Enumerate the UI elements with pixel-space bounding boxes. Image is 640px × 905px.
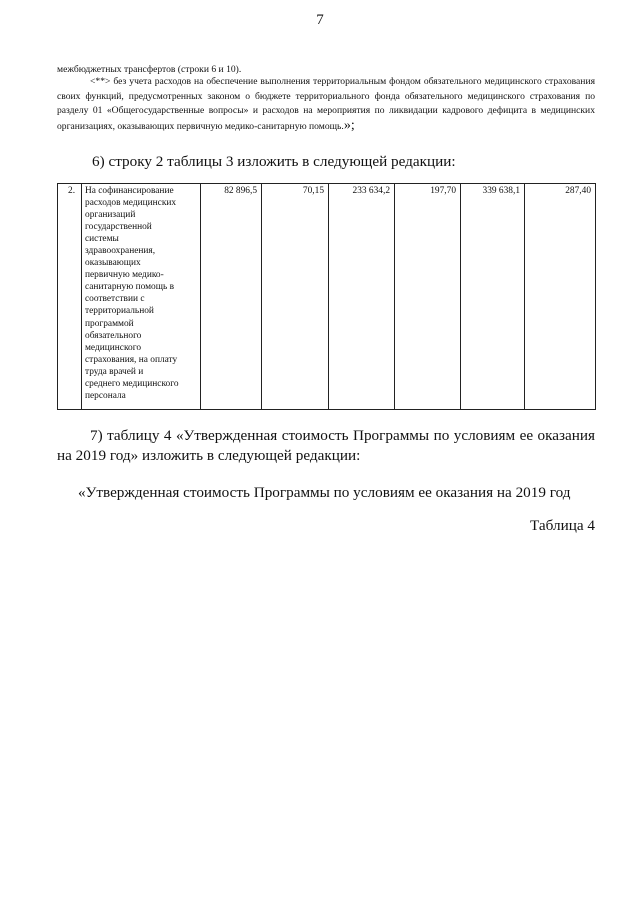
page-number: 7: [316, 12, 324, 28]
instruction-6: 6) строку 2 таблицы 3 изложить в следующей редакции:: [92, 153, 456, 170]
row-name-line: страхования, на оплату: [85, 354, 178, 365]
row-name-line: оказывающих: [85, 258, 141, 269]
footnote-body: <**> без учета расходов на обеспечение выполнения территориальным фондом обязательного медицинского страхования своих функций, предусмотренных законом о бюджете территориального фонда обязательного медицинского страхования по разделу 01 «Общегосударственные вопросы» и расходов на мероприятия по ликвидации кадрового дефицита в медицинских организациях, оказывающих первичную медико-санитарную помощь.: [57, 76, 595, 132]
row-name-lines: [85, 185, 197, 402]
value-cell-4: 197,70: [395, 184, 461, 410]
table-row: [58, 184, 596, 410]
footnote-continuation: межбюджетных трансфертов (строки 6 и 10).: [57, 64, 242, 75]
row-name-line: программой: [85, 318, 134, 329]
footnote-paragraph: [57, 75, 595, 134]
row-index-cell: 2.: [58, 184, 82, 410]
row-name-line: первичную медико-: [85, 270, 164, 281]
table-4-title: «Утвержденная стоимость Программы по условиям ее оказания на 2019 год: [78, 484, 571, 501]
table-3-row-2: [57, 183, 596, 410]
value-cell-3: 233 634,2: [329, 184, 395, 410]
row-name-line: территориальной: [85, 306, 154, 317]
row-name-line: соответствии с: [85, 294, 145, 305]
footnote-closing-quote: »;: [343, 117, 355, 133]
row-name-line: здравоохранения,: [85, 246, 156, 257]
row-name-line: персонала: [85, 390, 126, 401]
row-name-line: организаций: [85, 210, 136, 221]
value-cell-1: 82 896,5: [201, 184, 262, 410]
row-name-line: государственной: [85, 222, 152, 233]
row-name-line: системы: [85, 234, 119, 245]
table-4-label: Таблица 4: [530, 517, 595, 534]
instruction-7: 7) таблицу 4 «Утвержденная стоимость Программы по условиям ее оказания на 2019 год» изложить в следующей редакции:: [57, 427, 595, 464]
value-cell-2: 70,15: [262, 184, 329, 410]
row-name-cell: [82, 184, 201, 410]
row-name-line: На софинансирование: [85, 186, 174, 196]
row-name-line: расходов медицинских: [85, 198, 177, 209]
value-cell-6: 287,40: [525, 184, 596, 410]
row-name-line: обязательного: [85, 330, 142, 341]
row-name-line: среднего медицинского: [85, 378, 179, 389]
value-cell-5: 339 638,1: [461, 184, 525, 410]
row-name-line: труда врачей и: [85, 366, 144, 377]
row-name-line: медицинского: [85, 342, 142, 353]
row-name-line: санитарную помощь в: [85, 282, 174, 293]
